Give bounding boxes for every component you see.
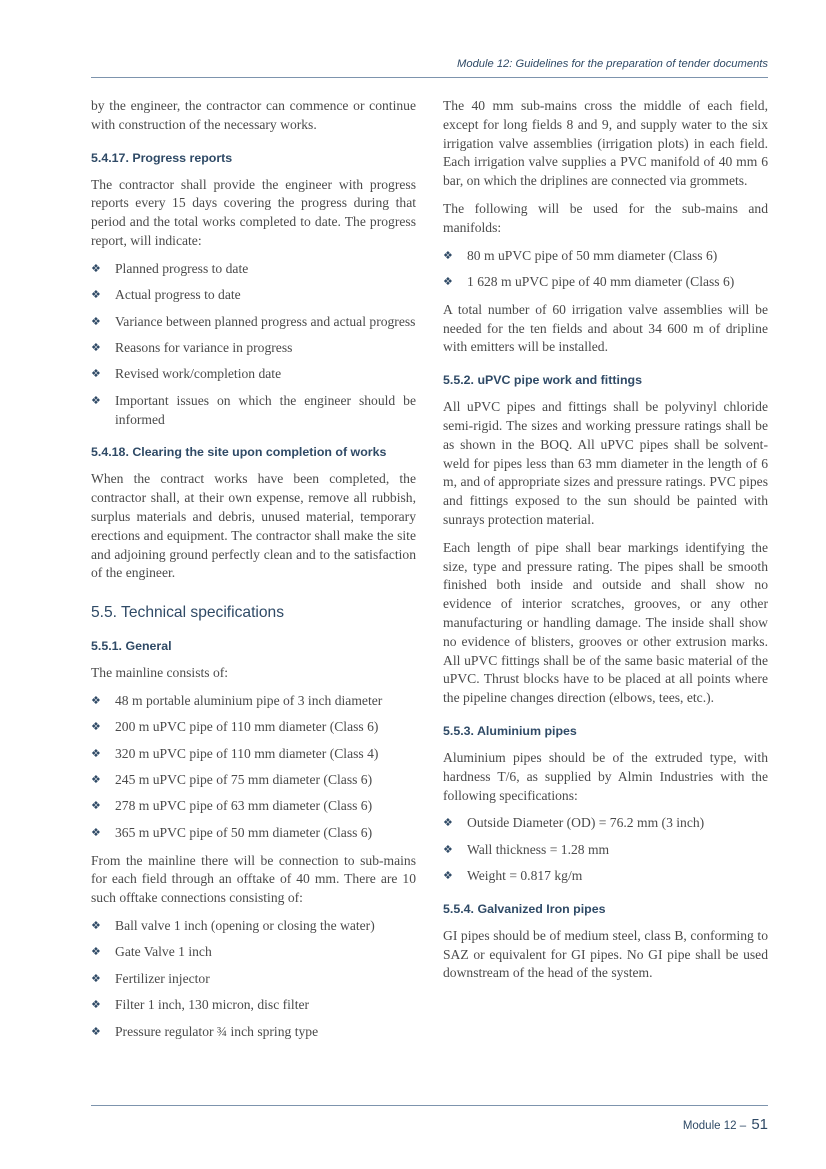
heading-general: 5.5.1. General <box>91 639 172 654</box>
diamond-bullet-icon: ❖ <box>91 393 101 407</box>
list-item <box>443 814 768 833</box>
diamond-bullet-icon: ❖ <box>443 842 453 856</box>
list-item-text: 278 m uPVC pipe of 63 mm diameter (Class 6) <box>115 798 373 814</box>
list-item-text: Variance between planned progress and actual progress <box>115 313 416 329</box>
list-item-text: Revised work/completion date <box>115 366 282 382</box>
list-item-text: Planned progress to date <box>115 260 249 276</box>
paragraph-aluminium: Aluminium pipes should be of the extruded type, with hardness T/6, as supplied by Almin Industries with the following specifications: <box>443 749 768 803</box>
paragraph-upvc-2: Each length of pipe shall bear markings identifying the size, type and pressure rating. The pipes shall be smooth finished both inside and outside and shall show no evidence of interior scratches, grooves, or any other manufacturing or handling damage. The inside shall show no evidence of blisters, grooves or other extrusion marks. All uPVC fittings shall be of the same basic material of the uPVC. Thrust blocks have to be placed at all points where the pipeline changes direction (elbows, tees, etc.). <box>443 539 768 706</box>
list-item <box>443 273 768 292</box>
list-item <box>91 365 416 384</box>
diamond-bullet-icon: ❖ <box>91 261 101 275</box>
progress-list <box>91 260 416 430</box>
list-item-text: Gate Valve 1 inch <box>115 944 212 960</box>
paragraph-submains: The 40 mm sub-mains cross the middle of each field, except for long fields 8 and 9, and supply water to the six irrigation valve assemblies (irrigation plots) in each field. Each irrigation valve supplies a PVC manifold of 40 mm 6 bar, on which the driplines are connected via grommets. <box>443 98 768 189</box>
list-item <box>91 392 416 430</box>
list-item <box>91 1023 416 1042</box>
list-item <box>91 771 416 790</box>
diamond-bullet-icon: ❖ <box>91 945 101 959</box>
list-item <box>443 247 768 266</box>
diamond-bullet-icon: ❖ <box>91 720 101 734</box>
diamond-bullet-icon: ❖ <box>91 825 101 839</box>
list-item <box>91 286 416 305</box>
diamond-bullet-icon: ❖ <box>91 288 101 302</box>
list-item <box>91 313 416 332</box>
list-item <box>91 996 416 1015</box>
page-footer <box>683 1116 768 1133</box>
list-item <box>91 718 416 737</box>
diamond-bullet-icon: ❖ <box>443 816 453 830</box>
list-item <box>443 841 768 860</box>
list-item-text: Reasons for variance in progress <box>115 339 293 355</box>
heading-galvanized-iron: 5.5.4. Galvanized Iron pipes <box>443 901 606 916</box>
paragraph-total: A total number of 60 irrigation valve assemblies will be needed for the ten fields and about 34 600 m of dripline with emitters will be installed. <box>443 301 768 355</box>
paragraph-mainline: The mainline consists of: <box>91 665 229 681</box>
diamond-bullet-icon: ❖ <box>91 314 101 328</box>
list-item <box>91 339 416 358</box>
list-item-text: 365 m uPVC pipe of 50 mm diameter (Class 6) <box>115 824 373 840</box>
list-item-text: Ball valve 1 inch (opening or closing the water) <box>115 918 375 934</box>
diamond-bullet-icon: ❖ <box>91 340 101 354</box>
diamond-bullet-icon: ❖ <box>443 869 453 883</box>
list-item-text: Fertilizer injector <box>115 970 210 986</box>
mainline-list <box>91 692 416 843</box>
diamond-bullet-icon: ❖ <box>443 274 453 288</box>
heading-clearing-site: 5.4.18. Clearing the site upon completion of works <box>91 445 387 460</box>
list-item-text: Wall thickness = 1.28 mm <box>467 841 610 857</box>
list-item <box>91 692 416 711</box>
paragraph-progress: The contractor shall provide the engineer with progress reports every 15 days covering the progress during that period and the total works completed to date. The progress report, will indicate: <box>91 176 416 248</box>
list-item-text: 200 m uPVC pipe of 110 mm diameter (Class 6) <box>115 719 379 735</box>
heading-technical-specifications: 5.5. Technical specifications <box>91 604 285 622</box>
right-column <box>443 97 768 992</box>
list-item-text: 48 m portable aluminium pipe of 3 inch diameter <box>115 692 383 708</box>
list-item-text: Important issues on which the engineer should be informed <box>115 392 416 427</box>
diamond-bullet-icon: ❖ <box>443 248 453 262</box>
list-item <box>91 943 416 962</box>
list-item-text: 1 628 m uPVC pipe of 40 mm diameter (Class 6) <box>467 273 735 289</box>
list-item-text: 245 m uPVC pipe of 75 mm diameter (Class 6) <box>115 772 373 788</box>
aluminium-list <box>443 814 768 886</box>
list-item <box>91 970 416 989</box>
heading-progress-reports: 5.4.17. Progress reports <box>91 150 233 165</box>
diamond-bullet-icon: ❖ <box>91 971 101 985</box>
paragraph-offtake: From the mainline there will be connection to sub-mains for each field through an offtake of 40 mm. There are 10 such offtake connections consisting of: <box>91 852 416 906</box>
diamond-bullet-icon: ❖ <box>91 919 101 933</box>
paragraph-gi: GI pipes should be of medium steel, class B, conforming to SAZ or equivalent for GI pipes. No GI pipe shall be used downstream of the head of the system. <box>443 927 768 981</box>
list-item-text: 80 m uPVC pipe of 50 mm diameter (Class 6) <box>467 247 718 263</box>
running-header: Module 12: Guidelines for the preparation of tender documents <box>457 58 768 70</box>
list-item <box>91 917 416 936</box>
heading-aluminium-pipes: 5.5.3. Aluminium pipes <box>443 723 577 738</box>
diamond-bullet-icon: ❖ <box>91 1024 101 1038</box>
list-item <box>91 797 416 816</box>
submain-list <box>443 247 768 292</box>
offtake-list <box>91 917 416 1041</box>
list-item-text: 320 m uPVC pipe of 110 mm diameter (Class 4) <box>115 745 379 761</box>
list-item-text: Outside Diameter (OD) = 76.2 mm (3 inch) <box>467 815 705 831</box>
diamond-bullet-icon: ❖ <box>91 693 101 707</box>
paragraph-upvc-1: All uPVC pipes and fittings shall be polyvinyl chloride semi-rigid. The sizes and working pressure ratings shall be as shown in the BOQ. All uPVC pipes shall be solvent-weld for pipes less than 63 mm diameter in the length of 6 m, and of appropriate sizes and pressure ratings. PVC pipes and fittings exposed to the sun should be painted with sunrays protection material. <box>443 399 768 527</box>
list-item <box>91 824 416 843</box>
list-item-text: Actual progress to date <box>115 287 241 303</box>
paragraph-following: The following will be used for the sub-mains and manifolds: <box>443 200 768 235</box>
diamond-bullet-icon: ❖ <box>91 998 101 1012</box>
heading-upvc-pipe-work: 5.5.2. uPVC pipe work and fittings <box>443 373 642 388</box>
header-rule <box>91 77 768 78</box>
paragraph-continuation: by the engineer, the contractor can commence or continue with construction of the necessary works. <box>91 98 416 132</box>
paragraph-clearing: When the contract works have been completed, the contractor shall, at their own expense, remove all rubbish, surplus materials and debris, unused material, temporary erections and equipment. The contractor shall make the site and adjoining ground perfectly clean and to the satisfaction of the engineer. <box>91 471 416 581</box>
list-item-text: Pressure regulator ¾ inch spring type <box>115 1023 319 1039</box>
footer-label: Module 12 – <box>682 1120 747 1132</box>
list-item-text: Filter 1 inch, 130 micron, disc filter <box>115 997 310 1013</box>
diamond-bullet-icon: ❖ <box>91 367 101 381</box>
list-item-text: Weight = 0.817 kg/m <box>467 868 583 884</box>
left-column <box>91 97 416 1050</box>
diamond-bullet-icon: ❖ <box>91 746 101 760</box>
diamond-bullet-icon: ❖ <box>91 799 101 813</box>
list-item <box>443 867 768 886</box>
list-item <box>91 260 416 279</box>
list-item <box>91 745 416 764</box>
page-number: 51 <box>751 1116 768 1133</box>
footer-rule <box>91 1105 768 1106</box>
diamond-bullet-icon: ❖ <box>91 773 101 787</box>
